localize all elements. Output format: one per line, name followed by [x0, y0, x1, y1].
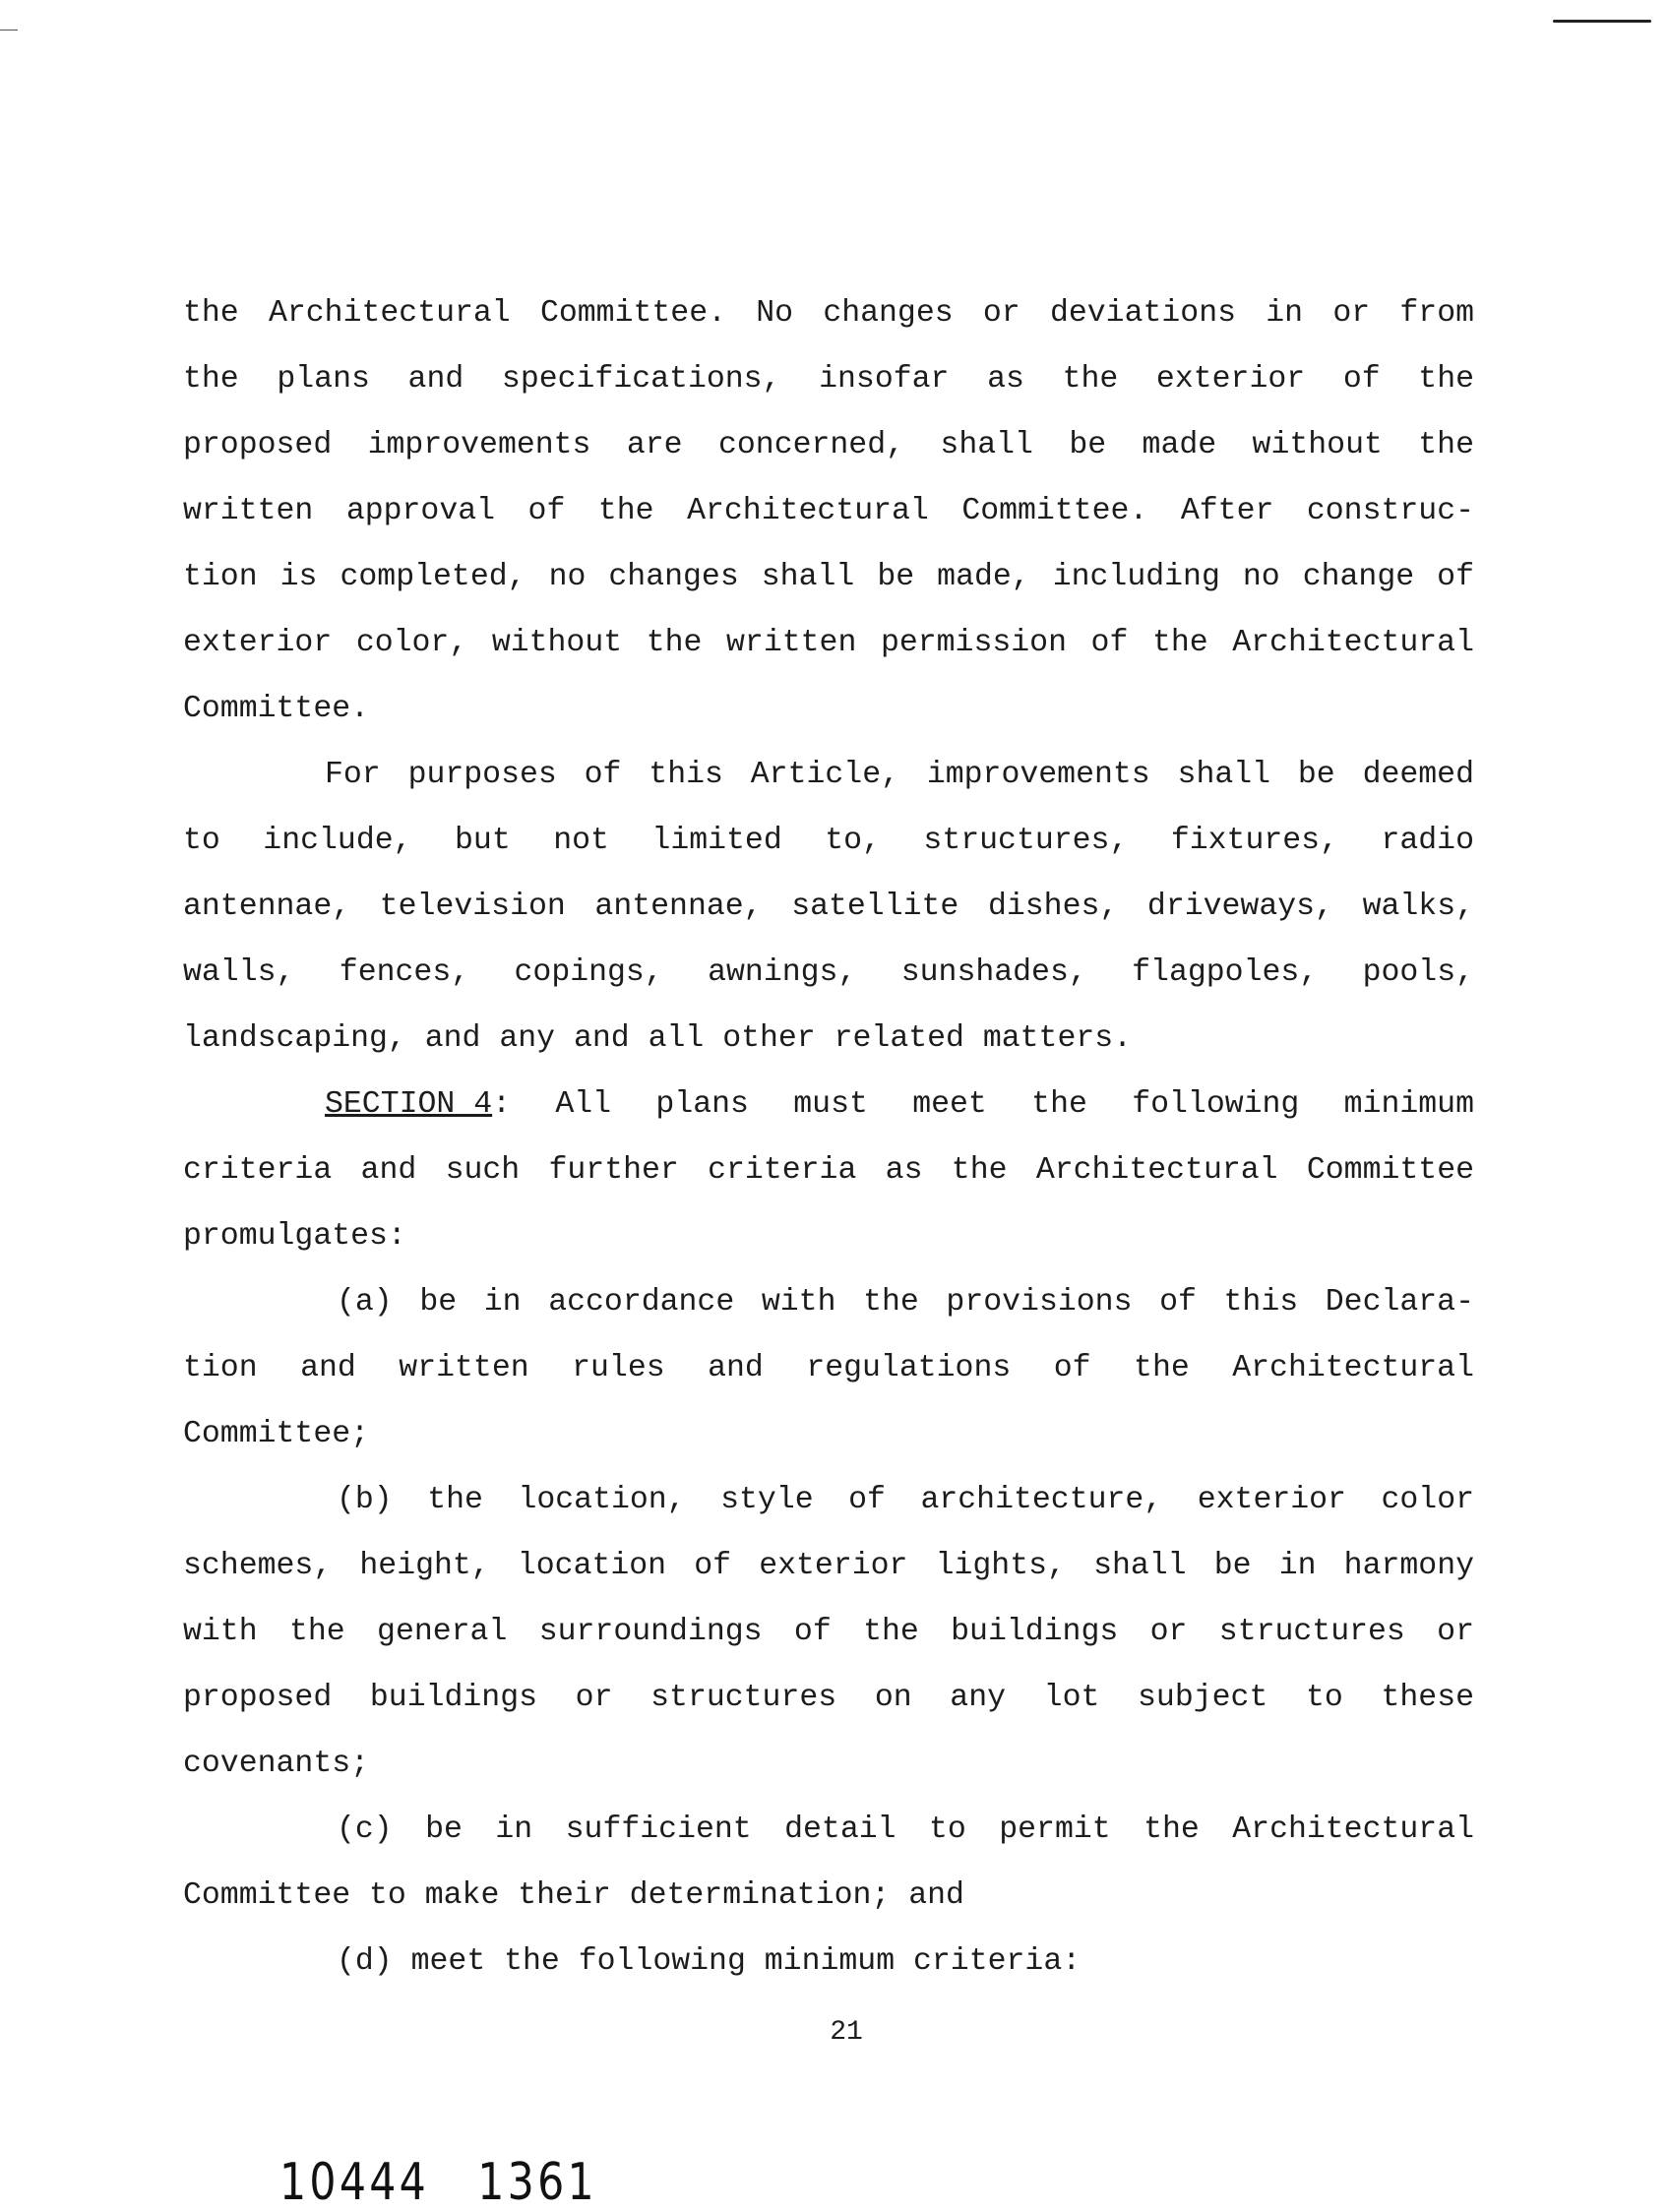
text-line: proposed buildings or structures on any lot subject to these	[183, 1681, 1474, 1715]
document-body	[183, 280, 1474, 1995]
recording-stamp	[279, 2153, 646, 2212]
text-line: proposed improvements are concerned, shall be made without the	[183, 428, 1474, 462]
text-line: Committee.	[183, 692, 370, 726]
text-line: antennae, television antennae, satellite dishes, driveways, walks,	[183, 890, 1474, 924]
item-c-line: (c) be in sufficient detail to permit the Architectural	[337, 1813, 1474, 1847]
book-number: 10444	[279, 2153, 430, 2212]
text-line: walls, fences, copings, awnings, sunshades, flagpoles, pools,	[183, 955, 1474, 990]
scan-mark-left	[0, 30, 18, 31]
text-line: Committee to make their determination; and	[183, 1878, 964, 1913]
scan-mark-right	[1553, 20, 1651, 23]
text-line: the Architectural Committee. No changes or deviations in or from	[183, 296, 1474, 331]
text-line: Committee;	[183, 1417, 370, 1451]
item-b-line: (b) the location, style of architecture, exterior color	[337, 1483, 1474, 1517]
text-line: tion and written rules and regulations of the Architectural	[183, 1351, 1474, 1385]
page-number: 21	[830, 2017, 863, 2048]
section-4-heading-line	[183, 1072, 1474, 1137]
text-line: the plans and specifications, insofar as the exterior of the	[183, 362, 1474, 397]
section-4-label: SECTION 4	[325, 1087, 493, 1122]
text-line: tion is completed, no changes shall be made, including no change of	[183, 560, 1474, 594]
text-line: For purposes of this Article, improvements shall be deemed	[325, 758, 1474, 792]
text-line: landscaping, and any and all other related matters.	[183, 1021, 1133, 1056]
item-a-line: (a) be in accordance with the provisions of this Declara-	[337, 1285, 1474, 1320]
text-line: to include, but not limited to, structures, fixtures, radio	[183, 824, 1474, 858]
item-d-line: (d) meet the following minimum criteria:	[337, 1944, 1082, 1979]
text-line: written approval of the Architectural Committee. After construc-	[183, 494, 1474, 528]
text-line: schemes, height, location of exterior lights, shall be in harmony	[183, 1549, 1474, 1583]
text-line: with the general surroundings of the buildings or structures or	[183, 1615, 1474, 1649]
text-line: promulgates:	[183, 1219, 406, 1254]
page-stamp-number: 1361	[477, 2153, 597, 2212]
text-line: covenants;	[183, 1747, 370, 1781]
text-line: exterior color, without the written permission of the Architectural	[183, 626, 1474, 660]
text-line: criteria and such further criteria as the Architectural Committee	[183, 1153, 1474, 1188]
section-4-first-text: : All plans must meet the following minimum	[492, 1087, 1474, 1122]
